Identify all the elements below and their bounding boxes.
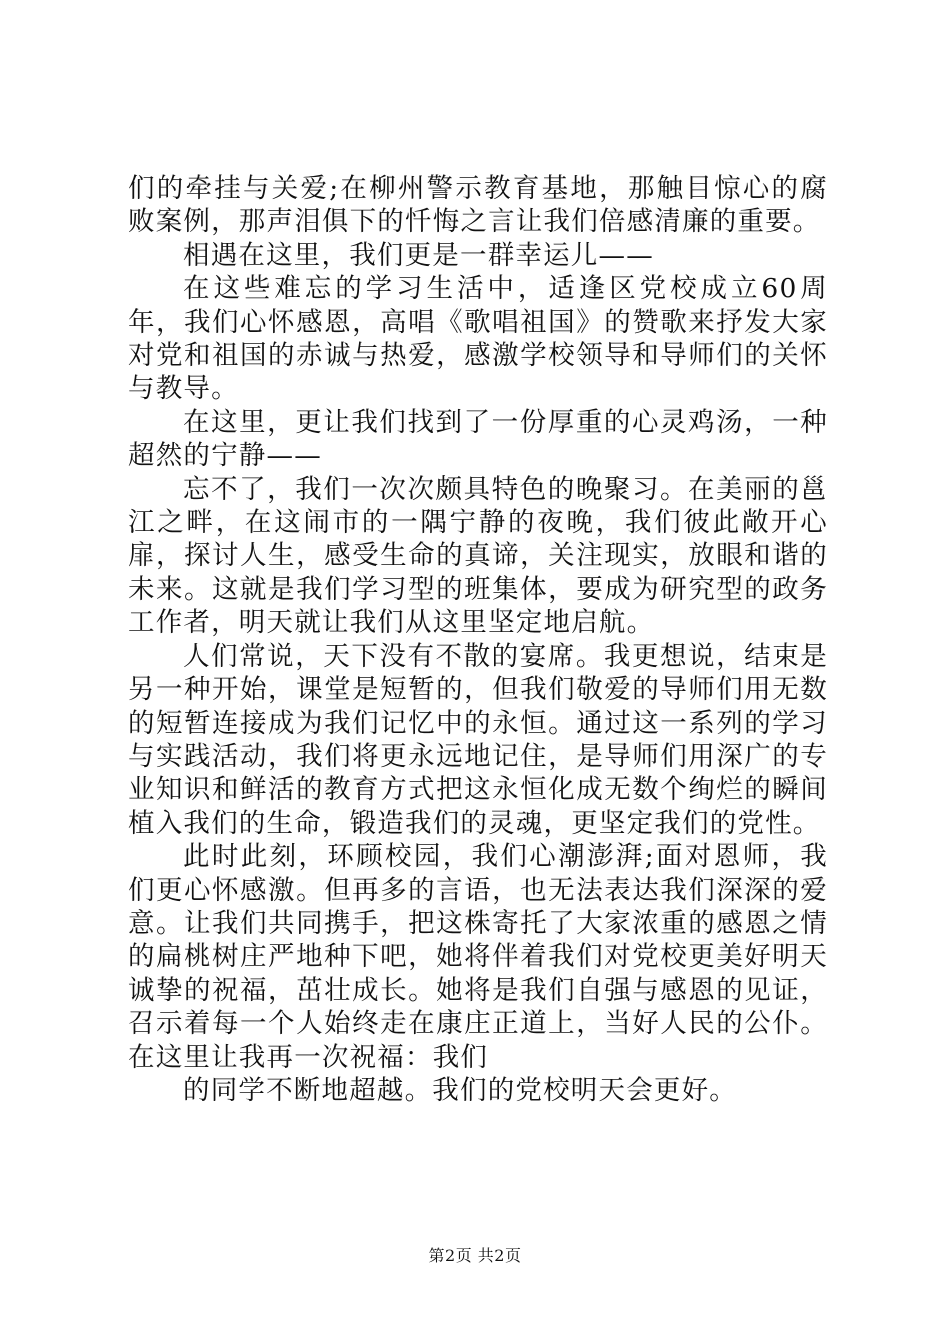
paragraph: 在这里，更让我们找到了一份厚重的心灵鸡汤，一种超然的宁静—— [128,406,828,472]
paragraph: 此时此刻，环顾校园，我们心潮澎湃;面对恩师，我们更心怀感激。但再多的言语，也无法表达我们深深的爱意。让我们共同携手，把这株寄托了大家浓重的感恩之情的扁桃树庄严地种下吧，她将伴着我们对党校更美好明天诚挚的祝福，茁壮成长。她将是我们自强与感恩的见证，召示着每一个人始终走在康庄正道上，当好人民的公仆。在这里让我再一次祝福：我们 [128,841,828,1073]
paragraph-continued: 们的牵挂与关爱;在柳州警示教育基地，那触目惊心的腐败案例，那声泪俱下的忏悔之言让我们倍感清廉的重要。 [128,173,828,238]
paragraph: 的同学不断地超越。我们的党校明天会更好。 [183,1074,737,1106]
document-body [128,172,828,1107]
paragraph: 人们常说，天下没有不散的宴席。我更想说，结束是另一种开始，课堂是短暂的，但我们敬爱的导师们用无数的短暂连接成为我们记忆中的永恒。通过这一系列的学习与实践活动，我们将更永远地记住，是导师们用深广的专业知识和鲜活的教育方式把这永恒化成无数个绚烂的瞬间植入我们的生命，锻造我们的灵魂，更坚定我们的党性。 [128,640,828,839]
page-number-footer: 第2页 共2页 [428,1246,522,1265]
paragraph: 相遇在这里，我们更是一群幸运儿—— [183,239,654,271]
paragraph: 在这些难忘的学习生活中，适逢区党校成立60周年，我们心怀感恩，高唱《歌唱祖国》的赞歌来抒发大家对党和祖国的赤诚与热爱，感激学校领导和导师们的关怀与教导。 [128,273,828,405]
paragraph: 忘不了，我们一次次颇具特色的晚聚习。在美丽的邕江之畔，在这闹市的一隅宁静的夜晚，我们彼此敞开心扉，探讨人生，感受生命的真谛，关注现实，放眼和谐的未来。这就是我们学习型的班集体，要成为研究型的政务工作者，明天就让我们从这里坚定地启航。 [128,473,828,639]
